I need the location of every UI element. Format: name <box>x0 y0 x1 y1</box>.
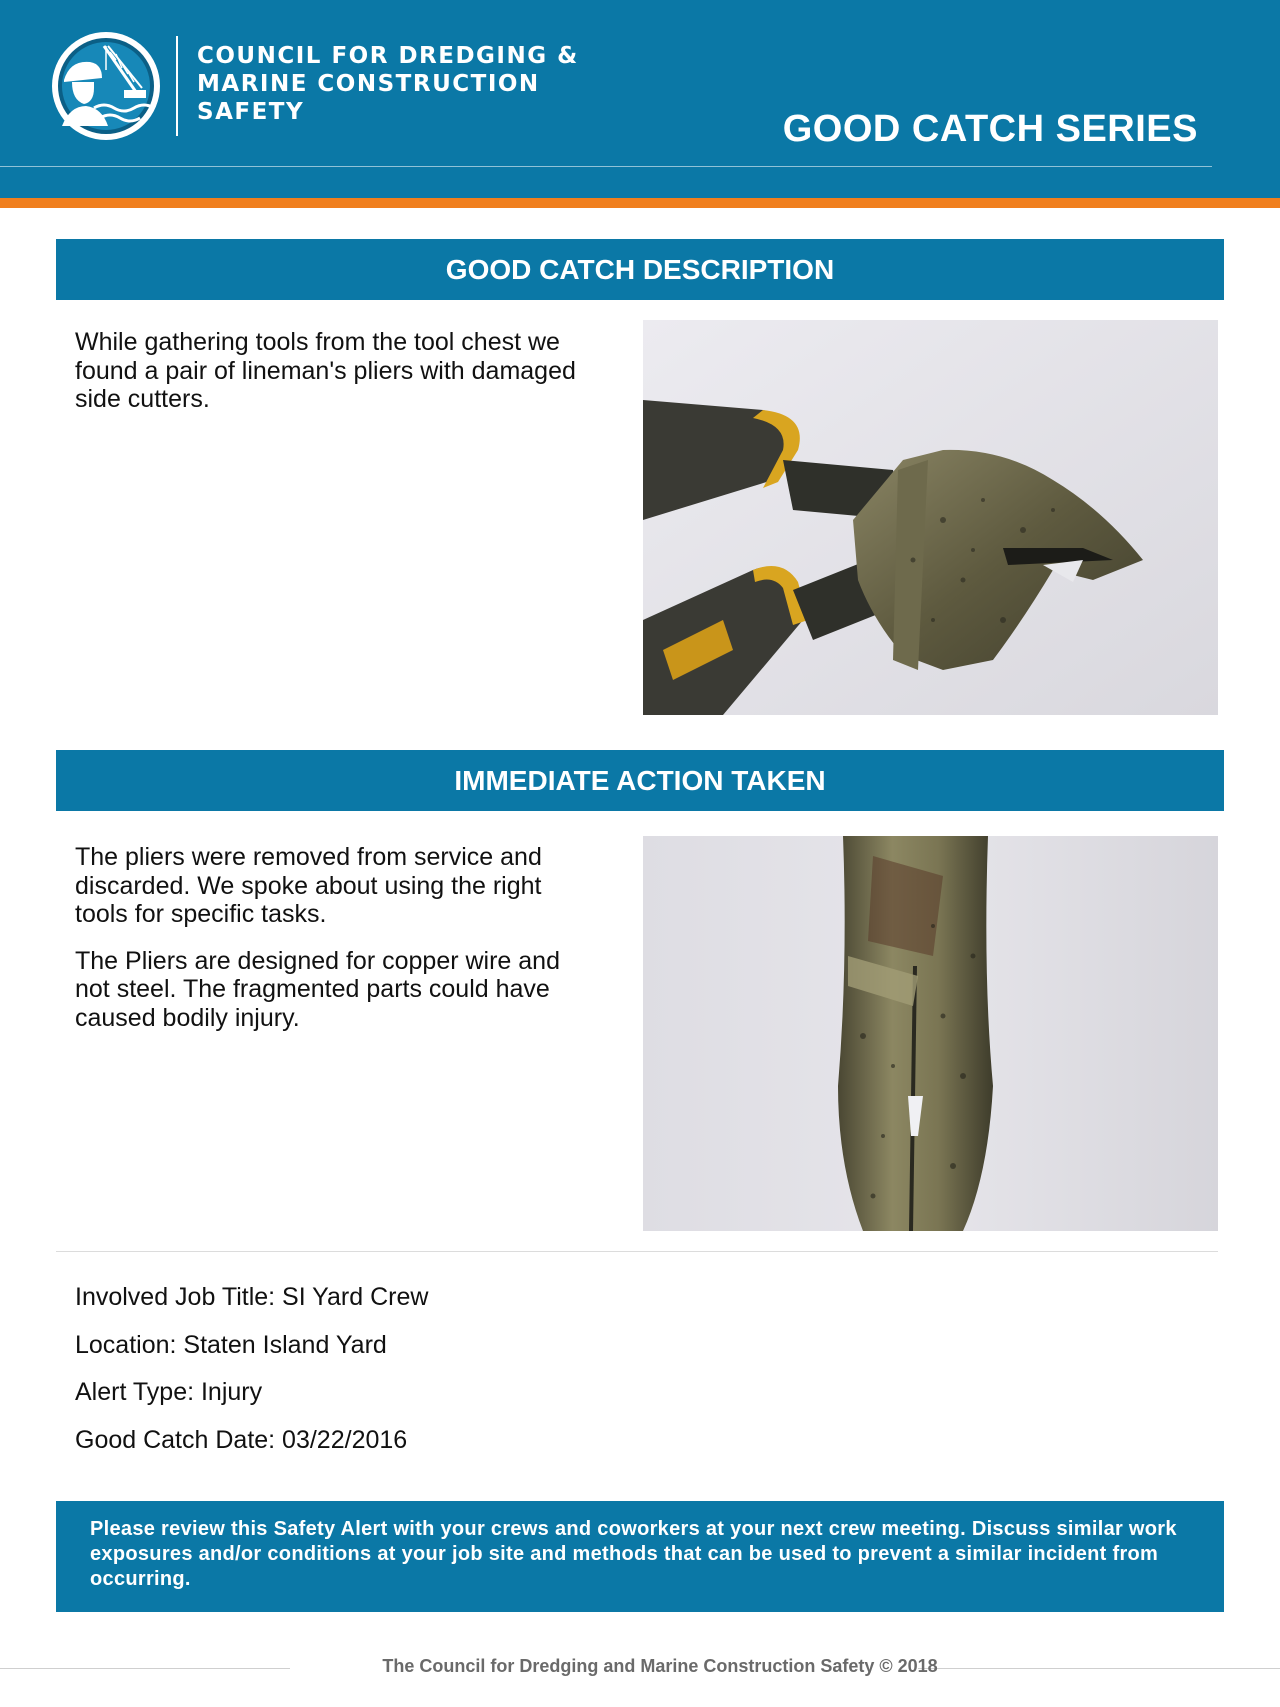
org-name-line-2: MARINE CONSTRUCTION <box>197 71 540 97</box>
detail-alert-type: Alert Type: Injury <box>75 1378 263 1406</box>
action-text <box>75 843 595 1050</box>
description-paragraph: While gathering tools from the tool chest we found a pair of lineman's pliers with damaged side cutters. <box>75 328 576 413</box>
page-header <box>0 0 1280 198</box>
footer-copyright: The Council for Dredging and Marine Construction Safety © 2018 <box>382 1656 938 1676</box>
detail-good-catch-date: Good Catch Date: 03/22/2016 <box>75 1425 408 1454</box>
action-paragraph-2: The Pliers are designed for copper wire and not steel. The fragmented parts could have caused bodily injury. <box>75 946 560 1032</box>
action-paragraph-1: The pliers were removed from service and discarded. We spoke about using the right tools for specific tasks. <box>75 843 542 928</box>
alert-details <box>75 1283 775 1473</box>
logo-divider <box>176 36 178 136</box>
detail-location: Location: Staten Island Yard <box>75 1330 387 1359</box>
details-divider <box>56 1251 1218 1252</box>
detail-job-title: Involved Job Title: SI Yard Crew <box>75 1283 429 1311</box>
description-text <box>75 328 595 432</box>
header-rule <box>0 166 1212 167</box>
org-name-line-3: SAFETY <box>197 99 305 125</box>
action-heading: IMMEDIATE ACTION TAKEN <box>56 750 1224 811</box>
series-title: GOOD CATCH SERIES <box>782 108 1198 150</box>
description-heading: GOOD CATCH DESCRIPTION <box>56 239 1224 300</box>
damaged-pliers-photo <box>643 320 1218 715</box>
review-notice: Please review this Safety Alert with your crews and coworkers at your next crew meeting. Discuss similar work exposures and/or conditions at your job site and methods that can be used to prevent a similar incident from occurring. <box>56 1501 1224 1612</box>
org-name-line-1: COUNCIL FOR DREDGING & <box>197 43 579 69</box>
pliers-closeup-photo <box>643 836 1218 1231</box>
org-name <box>197 42 617 126</box>
orange-accent-bar <box>0 198 1280 208</box>
council-logo <box>50 30 162 142</box>
